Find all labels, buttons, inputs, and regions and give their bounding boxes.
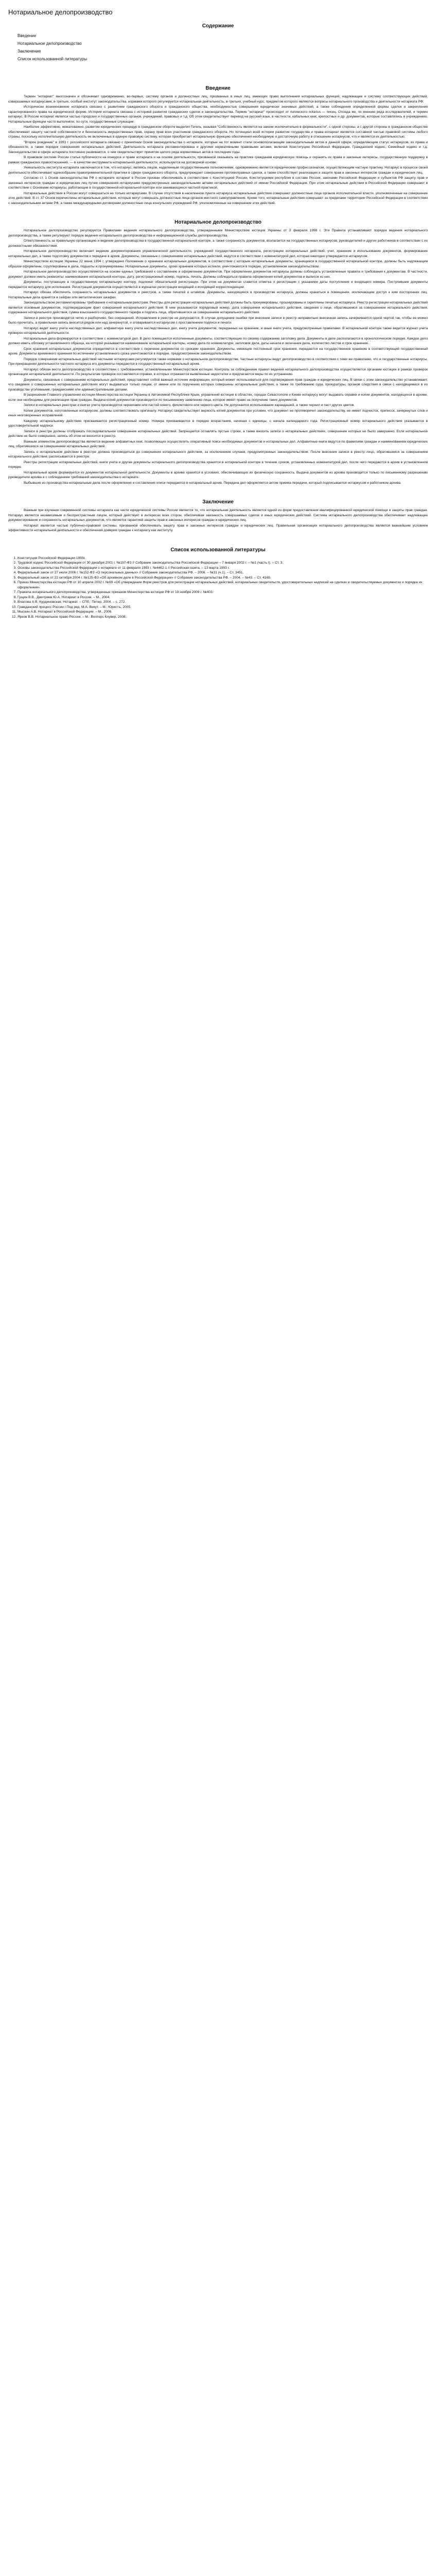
introduction-section (8, 86, 428, 206)
main-paragraph: Каждому нотариальному действию присваивается регистрационный номер. Номера присваиваются в порядке возрастания, начиная с единицы, с начала календарного года. Регистрационный номер нотариального действия указывается в удостоверительной надписи. (8, 419, 428, 428)
reference-item: 8. Гущин В.В., Дмитриев Ю.А. Нотариат в России. – М., 2004. (18, 595, 428, 600)
main-paragraph: Нотариальное делопроизводство регулируется Правилами ведения нотариального делопроизводства, утвержденными Министерством юстиции Украины от 3 февраля 1998 г. Эти Правила устанавливают порядок ведения нотариального делопроизводства, а также регулируют порядок ведения нотариального делопроизводства и информационной службы делопроизводства. (8, 229, 428, 238)
toc-item-main[interactable]: Нотариальное делопроизводство (18, 41, 82, 46)
conclusion-paragraph: Важным при изучении современной системы нотариата как части юридической системы России является то, что нотариальная деятельность является одной из форм предоставления квалифицированной юридической помощи и защиты прав граждан. Нотариус является независимым и беспристрастным лицом, который действует в интересах всех сторон, обеспечивая законность совершаемых сделок и иных юридических действий. Система нотариального делопроизводства обеспечивает надлежащее документирование и сохранность нотариальных документов, что является гарантией защиты прав и законных интересов граждан и юридических лиц. (8, 509, 428, 522)
main-paragraph: Документы, связанные с совершением нотариальных действий, представляют собой важный источник информации, который может использоваться для подтверждения прав граждан и юридических лиц. В связи с этим законодательство устанавливает, что сведения о совершенных нотариальных действиях могут выдаваться только лицам, от имени или по поручению которых совершены нотариальные действия, а также по требованию суда, прокуратуры, органов следствия в связи с находящимися в их производстве уголовными, гражданскими или административными делами. (8, 378, 428, 392)
spacer (8, 72, 428, 86)
main-paragraph: Записи в нотариальных реестрах и книгах учета производятся чернилами или пастой синего, фиолетового или черного цвета. Не допускается использование карандашей, а также чернил и паст других цветов. (24, 403, 355, 407)
intro-paragraph: Наиболее эффективно, немаловажно, развитие юридических процедур в гражданском обороте выделил Гегель, называя "Собственность является на законе исключительно в формальности", с одной стороны, а с другой стороны в гражданском обществе обеспечивает защиту частной собственности и безопасность имущественных прав, охрану прав всех участников гражданского оборота. Но потенциал всей истории развития государства и права нотариат является составной частью правовой системы любого страны, поскольку исполнительную деятельность ее включенных в единую правовую систему, которая приобретает нотариальную функцию обеспечения необходимую и достаточную работу в отношении нотариусов, что и является их деятельностью. (8, 125, 428, 139)
intro-paragraph: Нотариальные действия в России могут совершаться не только нотариусами. В случае отсутствия в населенном пункте нотариуса нотариальные действия совершают должностные лица органов исполнительной власти, уполномоченные на совершение этих действий. В ст. 37 Основ перечислены нотариальные действия, которые могут совершать должностные лица органов местного самоуправления. Кроме того, нотариальные действия совершают за пределами территории Российской Федерации в соответствии с законодательными актами РФ, а также международными договорами должностные лица консульских учреждений РФ, уполномоченные на совершение этих действий. (8, 191, 428, 205)
main-paragraph: Нотариальный архив формируется из документов нотариальной деятельности. Документы в архиве хранятся в условиях, обеспечивающих их физическую сохранность. Выдача документов из архива производится только по письменному разрешению руководителя архива и с соблюдением требований законодательства о нотариате. (8, 470, 428, 479)
reference-item: 5. Федеральный закон от 22 октября 2004 г. №125-ФЗ «Об архивном деле в Российской Федерации» // Собрание законодательства РФ. – 2004. – №43. – Ст. 4169. (18, 575, 428, 581)
conclusion-section (8, 499, 428, 533)
conclusion-heading: Заключение (202, 499, 234, 505)
spacer (8, 486, 428, 499)
reference-item: 12. Ярков В.В. Нотариальное право России. – М.: Волтерс Клувер, 2008. (18, 615, 428, 620)
toc-heading: Содержание (202, 23, 234, 29)
reference-item: 10. Гражданский процесс России / Под ред. М.А. Викут. – М.: Юристъ, 2005. (18, 605, 428, 610)
main-paragraph: Нотариус обязан вести делопроизводство в соответствии с требованиями, установленными Министерством юстиции. Контроль за соблюдением правил ведения нотариального делопроизводства осуществляется органами юстиции в рамках проверок организации нотариальной деятельности. По результатам проверок составляются справки, в которых отражаются выявленные недостатки и предлагаются меры по их устранению. (8, 367, 428, 376)
reference-item: 6. Приказ Министерства юстиции РФ от 10 апреля 2002 г. №99 «Об утверждении Форм реестров для регистрации нотариальных действий, нотариальных свидетельств, удостоверительных надписей на сделках и свидетельствуемых документах и порядка их оформления». (18, 580, 428, 590)
main-paragraph: Документы, поступающие в государственную нотариальную контору, подлежат обязательной регистрации. При этом на документах ставится отметка о регистрации с указанием даты поступления и входящего номера. Поступившие документы передаются нотариусу для исполнения. Регистрация документов осуществляется в журналах регистрации входящей и исходящей корреспонденции. (8, 280, 428, 289)
references-section (8, 547, 428, 620)
references-list (8, 556, 428, 620)
reference-item: 7. Правила нотариального делопроизводства, утвержденные приказом Министерства юстиции РФ от 19 ноября 2009 г. №403. (18, 590, 428, 595)
reference-item: 9. Власова А.В. Курдиновская. Нотариат. – СПб.: Питер, 2004. – с. 272. (18, 600, 428, 605)
intro-paragraph: В правовом системе России статья публичности на конкурсе и праве нотариата и на основе деятельности, призванной оказывать на практике гражданам юридическую помощь и охранять их права и законные интересы, государственную поддержку в рамках гражданских правоотношений, — в качестве инструмента нотариальной деятельности, используется на договорной основе. (8, 156, 428, 164)
main-paragraph: Нотариальные дела формируются в соответствии с номенклатурой дел. В дело помещаются исполненные документы, соответствующие по своему содержанию заголовку дела. Документы в деле располагаются в хронологическом порядке. Каждое дело должно иметь обложку установленного образца, на которой указываются наименование нотариальной конторы, номер дела по номенклатуре, заголовок дела, даты начала и окончания дела, количество листов и срок хранения. (8, 336, 428, 345)
main-paragraph: Нотариус ведет книгу учета наследственных дел, алфавитную книгу учета наследственных дел, книгу учета документов, переданных на хранение, и иные книги учета, предусмотренные правилами. В нотариальной конторе также ведется журнал учета проверок нотариальной деятельности. (8, 326, 428, 335)
main-heading: Нотариальное делопроизводство (175, 219, 261, 225)
main-paragraph: Выбывшие из производства нотариальные дела после оформления и составления описи передаются в нотариальный архив. Передача дел оформляется актом приема-передачи, который подписывается нотариусом и работником архива. (24, 481, 402, 485)
main-paragraph: Копии документов, изготовленные нотариусом, должны соответствовать оригиналу. Нотариус свидетельствует верность копий документов при условии, что документ не противоречит законодательству, не имеет подчисток, приписок, зачеркнутых слов и иных неоговоренных исправлений. (8, 409, 428, 417)
toc-item-references[interactable]: Список использованной литературы (18, 57, 88, 61)
main-paragraph: Важным элементом делопроизводства является ведение алфавитных книг, позволяющих осуществлять оперативный поиск необходимых документов и нотариальных дел. Алфавитные книги ведутся по фамилиям граждан и наименованиям юридических лиц, обратившихся за совершением нотариальных действий. (8, 439, 428, 448)
main-paragraph: Реестры регистрации нотариальных действий, книги учета и другие документы нотариального делопроизводства хранятся в нотариальной конторе в течение сроков, установленных номенклатурой дел, после чего передаются в архив в установленном порядке. (8, 460, 428, 469)
main-paragraph: Срок хранения нотариальных документов определяется в соответствии с перечнем документов со сроками хранения. Документы, имеющие постоянный срок хранения, передаются на государственное хранение в соответствующий государственный архив. Документы временного хранения по истечении установленного срока уничтожаются в порядке, предусмотренном законодательством. (8, 347, 428, 355)
toc-item-conclusion[interactable]: Заключение (18, 49, 41, 54)
main-paragraph: Нотариус обязан обеспечить сохранность нотариальных документов и реестров, а также печатей и штампов. Документы, находящиеся в производстве нотариуса, должны храниться в помещении, исключающем доступ к ним посторонних лиц. Нотариальные дела хранятся в сейфах или металлических шкафах. (8, 291, 428, 299)
toc-item-introduction[interactable]: Введение (18, 33, 37, 38)
main-paragraph: В разрешении Главного управления юстиции Министерства юстиции Украины в Автономной Республике Крым, управлений юстиции в областях, городах Севастополе и Киеве нотариусу могут выдавать справки и копии документов, находящихся в архиве, если они необходимы для реализации прав граждан. Выдача копий документов производится по письменному заявлению лица, которое имеет право на получение таких документов. (8, 393, 428, 402)
intro-paragraph: Уникальность института нотариата заключается в том, что нотариус, являясь лицом, наделенным государственными полномочиями, одновременно является юридическим профессионалом, осуществляющим частную практику. Нотариус в процессе своей деятельности обеспечивает единообразие правоприменительной практики в сфере гражданского оборота, предупреждает совершение противоправных сделок, а также способствует реализации и защите прав и законных интересов граждан и юридических лиц. (8, 166, 428, 175)
main-paragraph: Порядок совершения нотариальных действий частными нотариусами регулируется также нормами о нотариальном делопроизводстве. Частные нотариусы ведут делопроизводство в соответствии с теми же правилами, что и государственные нотариусы. При прекращении деятельности частного нотариуса его документы передаются в государственный нотариальный архив. (8, 357, 428, 366)
main-paragraph: Записи в реестре производятся четко и разборчиво, без сокращений. Исправления в реестре не допускаются. В случае допущения ошибки при внесении записи в реестр неправильно внесенная запись зачеркивается одной чертой так, чтобы ее можно было прочитать, а правильная запись вносится рядом или над зачеркнутой, и оговаривается нотариусом с проставлением подписи и печати. (8, 316, 428, 325)
spacer (8, 206, 428, 219)
main-paragraph: Нотариальное делопроизводство осуществляется на основе единых требований к составлению и оформлению документов. При оформлении документов нотариусы должны соблюдать установленные правила и требования к документам. В частности, документ должен иметь реквизиты: наименование нотариальной конторы, дату, регистрационный номер, подпись, печать. Должны соблюдаться правила оформления копий документов и выписок из них. (8, 270, 428, 279)
reference-item: 4. Федеральный закон от 27 июля 2006 г. №152-ФЗ «О персональных данных» // Собрание законодательства РФ. – 2006. – №31 (ч.1). – Ст. 3451. (18, 570, 428, 575)
main-paragraph: Записи в реестре должны отображать последовательное совершение нотариальных действий. Запрещается оставлять пустые строки, а также вносить записи о нотариальных действиях, совершение которых не было завершено. Если нотариальное действие не было совершено, запись об этом не вносится в реестр. (8, 429, 428, 438)
document-title: Нотариальное делопроизводство (8, 8, 113, 16)
reference-item: 2. Трудовой кодекс Российской Федерации от 30 декабря 2001 г. №197-ФЗ // Собрание законодательства Российской Федерации – 7 января 2002 г. – №1 (часть I). – Ст. 3. (18, 561, 428, 566)
introduction-heading: Введение (205, 86, 231, 91)
table-of-contents (8, 32, 428, 63)
intro-paragraph: "Второе рождение" в 1993 г. российского нотариата связано с принятием Основ законодательства о нотариате, которые на тот момент стали основополагающим законодательным актом в данной сфере, определяющим статус нотариусов, их права и обязанности, а также порядок совершения нотариальных действий. Деятельность нотариата регламентирована и другими нормативными правовыми актами, включая Конституцию Российской Федерации, Гражданский кодекс, Семейный кодекс и т.д. Законодательство в сфере нотариата постоянно развивается, о чем свидетельствует принятие целого ряда нормативных актов в последние годы. (8, 140, 428, 154)
reference-item: 1. Конституция Российской Федерации 1993г. (18, 556, 428, 561)
main-paragraph: Нотариальное делопроизводство включает ведение документирования управленческой деятельности, учреждений государственного нотариата, регистрацию нотариальных действий, учет, хранение и использование документов, формирование нотариальных дел, а также подготовку документов к передаче в архив. Документы, связанные с совершением нотариальных действий, ведутся в соответствии с номенклатурой дел, которая ежегодно утверждается нотариусом. (8, 249, 428, 258)
references-heading: Список использованной литературы (170, 547, 266, 553)
main-paragraph: Запись о нотариальном действии в реестре должна производиться до совершения нотариального действия, за исключением случаев, предусмотренных законодательством. После внесения записи в реестр лицо, обратившееся за совершением нотариального действия, расписывается в реестре. (8, 450, 428, 459)
main-paragraph: Законодательством регламентированы требования к нотариальным реестрам. Реестры для регистрации нотариальных действий должны быть пронумерованы, прошнурованы и скреплены печатью нотариуса. Реестр регистрации нотариальных действий является основным документом, подтверждающим факт совершения нотариального действия. В нем указываются порядковый номер, дата совершения нотариального действия, сведения о лице, обратившемся за совершением нотариального действия, содержание нотариального действия, сумма взысканного государственного тарифа и подпись лица, обратившегося за совершением нотариального действия. (8, 301, 428, 314)
intro-paragraph: Термин "нотариат" многозначен и обозначает одновременно, во-первых, систему органов и должностных лиц, призванных в иных лиц, имеющих право выполнения нотариальных функций, надлежащее и систему соответствующих действий, совершаемых нотариусами, в-третьих, особый институт законодательства, нормами которого регулируется нотариальная деятельность, в-третьих, учебный курс, предметом которого являются вопросы нотариального производства и деятельности нотариата РФ. (8, 95, 428, 104)
main-paragraph: Министерством юстиции Украины 22 июня 1994 г. утверждено Положение о хранении нотариальных документов, в соответствии с которым нотариальные документы, хранящиеся в государственной нотариальной конторе, должны быть надлежащим образом оформлены, сгруппированы в дела, подшиты и пронумерованы. Нотариальные документы, сроки хранения которых истекли, уничтожаются в порядке, установленном законодательством. (8, 260, 428, 268)
spacer (8, 534, 428, 547)
main-paragraph: Ответственность за правильную организацию и ведение делопроизводства в государственной нотариальной конторе, а также сохранность документов, возлагается на государственных нотариусов, руководителей и других работников в соответствии с их должностными обязанностями. (8, 239, 428, 248)
intro-paragraph: Исторически возникновение нотариата связано с развитием гражданского оборота и гражданского общества, необходимостью совершения юридически значимых действий, а также соблюдения определенной формы сделок и закрепления гарантированного права на юридической форме. История нотариата связана с историей развития гражданских сделок и законодательства. Термин "нотариат" происходит от латинского notarius — писец. Отсюда же, по мнению ряда исследователей, и термин нотариус. В России нотариат являлся частью городских и государственных органов, учреждений, правовых и т.д. Об этом свидетельствует перевод на русский язык, в частности, кабальных книг, крепостных и др. документов, которые составлялись в учреждениях. Нотариальные функции часто выполняли, по сути, государственные служащие. (8, 105, 428, 124)
reference-item: 3. Основы законодательства Российской Федерации о нотариате от 11 февраля 1993 г. №4462-1 // Российская газета. – 13 марта 1993 г. (18, 566, 428, 571)
main-section (8, 219, 428, 485)
intro-paragraph: Согласно ст. 1 Основ законодательства РФ о нотариате нотариат в России призван обеспечивать в соответствии с Конституцией России, Конституциями республик в составе России, законами Российской Федерации и субъектов РФ защиту прав и законных интересов граждан и юридических лиц путем совершения нотариусами предусмотренных законодательными актами нотариальных действий от имени Российской Федерации. При этом нотариальные действия в Российской Федерации совершают в соответствии с Основами нотариусы, работающие в государственной нотариальной конторе или занимающиеся частной практикой. (8, 176, 428, 190)
document-page (8, 8, 428, 2576)
reference-item: 11. Мыскин А.В. Нотариат в Российской Федерации. – М., 2006. (18, 609, 428, 615)
conclusion-paragraph: Нотариат является частью публично-правовой системы, призванной обеспечивать защиту прав и законных интересов граждан и юридических лиц. Правильная организация нотариального делопроизводства является важнейшим условием эффективности нотариальной деятельности и обеспечения доверия граждан к нотариату как институту. (8, 523, 428, 532)
